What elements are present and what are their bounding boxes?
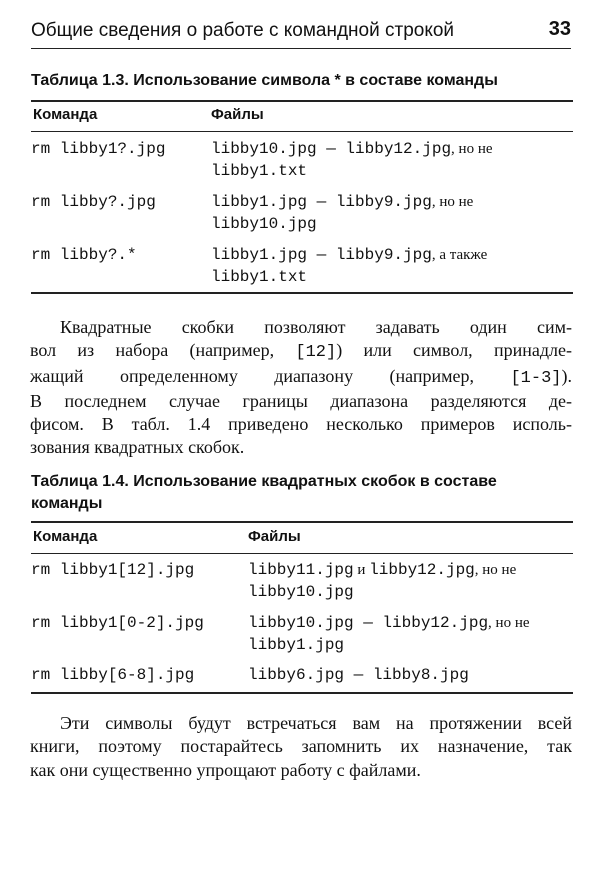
text-line: книги, поэтому постарайтесь запомнить их назначение, так xyxy=(30,736,572,757)
files-range: libby1.jpg — libby9.jpg xyxy=(211,246,432,264)
table-row-files: libby6.jpg — libby8.jpg xyxy=(248,666,469,684)
body-paragraph xyxy=(30,316,572,460)
column-header-files: Файлы xyxy=(248,528,301,545)
table-1-3-caption: Таблица 1.3. Использование символа * в составе команды xyxy=(31,72,498,89)
table-row-files: libby10.jpg — libby12.jpg, но не libby1.jpg xyxy=(248,614,530,654)
table-1-3 xyxy=(31,100,573,295)
table-top-rule xyxy=(31,521,573,523)
text-line: В последнем случае границы диапазона разделяются де- xyxy=(30,390,572,411)
text-line: зования квадратных скобок. xyxy=(30,437,245,458)
files-range: libby1.jpg — libby9.jpg xyxy=(211,193,432,211)
header-rule xyxy=(31,553,573,554)
text-line: фисом. В табл. 1.4 приведено несколько примеров исполь- xyxy=(30,414,572,435)
table-row-command: rm libby[6-8].jpg xyxy=(31,666,195,684)
table-row-command: rm libby?.jpg xyxy=(31,193,156,211)
table-row-files: libby11.jpg и libby12.jpg, но не libby10.jpg xyxy=(248,561,517,601)
table-bottom-rule xyxy=(31,692,573,694)
files-exception: libby1.txt xyxy=(211,268,308,286)
table-row-command: rm libby1?.jpg xyxy=(31,140,166,158)
files-range: libby10.jpg — libby12.jpg xyxy=(211,140,452,158)
page-number: 33 xyxy=(548,18,571,40)
table-row-files xyxy=(211,138,571,182)
text-line: Эти символы будут встречаться вам на протяжении всей xyxy=(60,713,572,733)
table-row-command: rm libby?.* xyxy=(31,246,137,264)
text-line: вол из набора (например, [12]) или символ, принадле- xyxy=(30,340,572,363)
text-line: как они существенно упрощают работу с файлами. xyxy=(30,759,421,780)
table-1-4-caption: Таблица 1.4. Использование квадратных скобок в составе команды xyxy=(31,473,497,512)
files-note: , но не xyxy=(451,141,493,157)
files-note: , а также xyxy=(431,247,488,263)
table-row-files xyxy=(211,244,571,288)
files-exception: libby10.jpg xyxy=(211,215,317,233)
table-1-4 xyxy=(31,521,573,696)
table-row-files xyxy=(211,191,571,235)
column-header-command: Команда xyxy=(33,106,98,123)
text-line: жащий определенному диапазону (например, [1-3]). xyxy=(30,365,572,388)
files-note: , но не xyxy=(431,194,474,210)
header-rule xyxy=(31,131,573,132)
column-header-command: Команда xyxy=(33,528,98,545)
chapter-title: Общие сведения о работе с командной строкой xyxy=(31,20,455,41)
body-paragraph xyxy=(30,712,572,782)
column-header-files: Файлы xyxy=(211,106,264,123)
table-top-rule xyxy=(31,100,573,102)
table-row-command: rm libby1[0-2].jpg xyxy=(31,614,204,632)
running-head xyxy=(31,18,571,49)
files-exception: libby1.txt xyxy=(211,162,308,180)
text-line: Квадратные скобки позволяют задавать один сим- xyxy=(60,317,572,337)
table-bottom-rule xyxy=(31,292,573,294)
table-row-command: rm libby1[12].jpg xyxy=(31,561,195,579)
